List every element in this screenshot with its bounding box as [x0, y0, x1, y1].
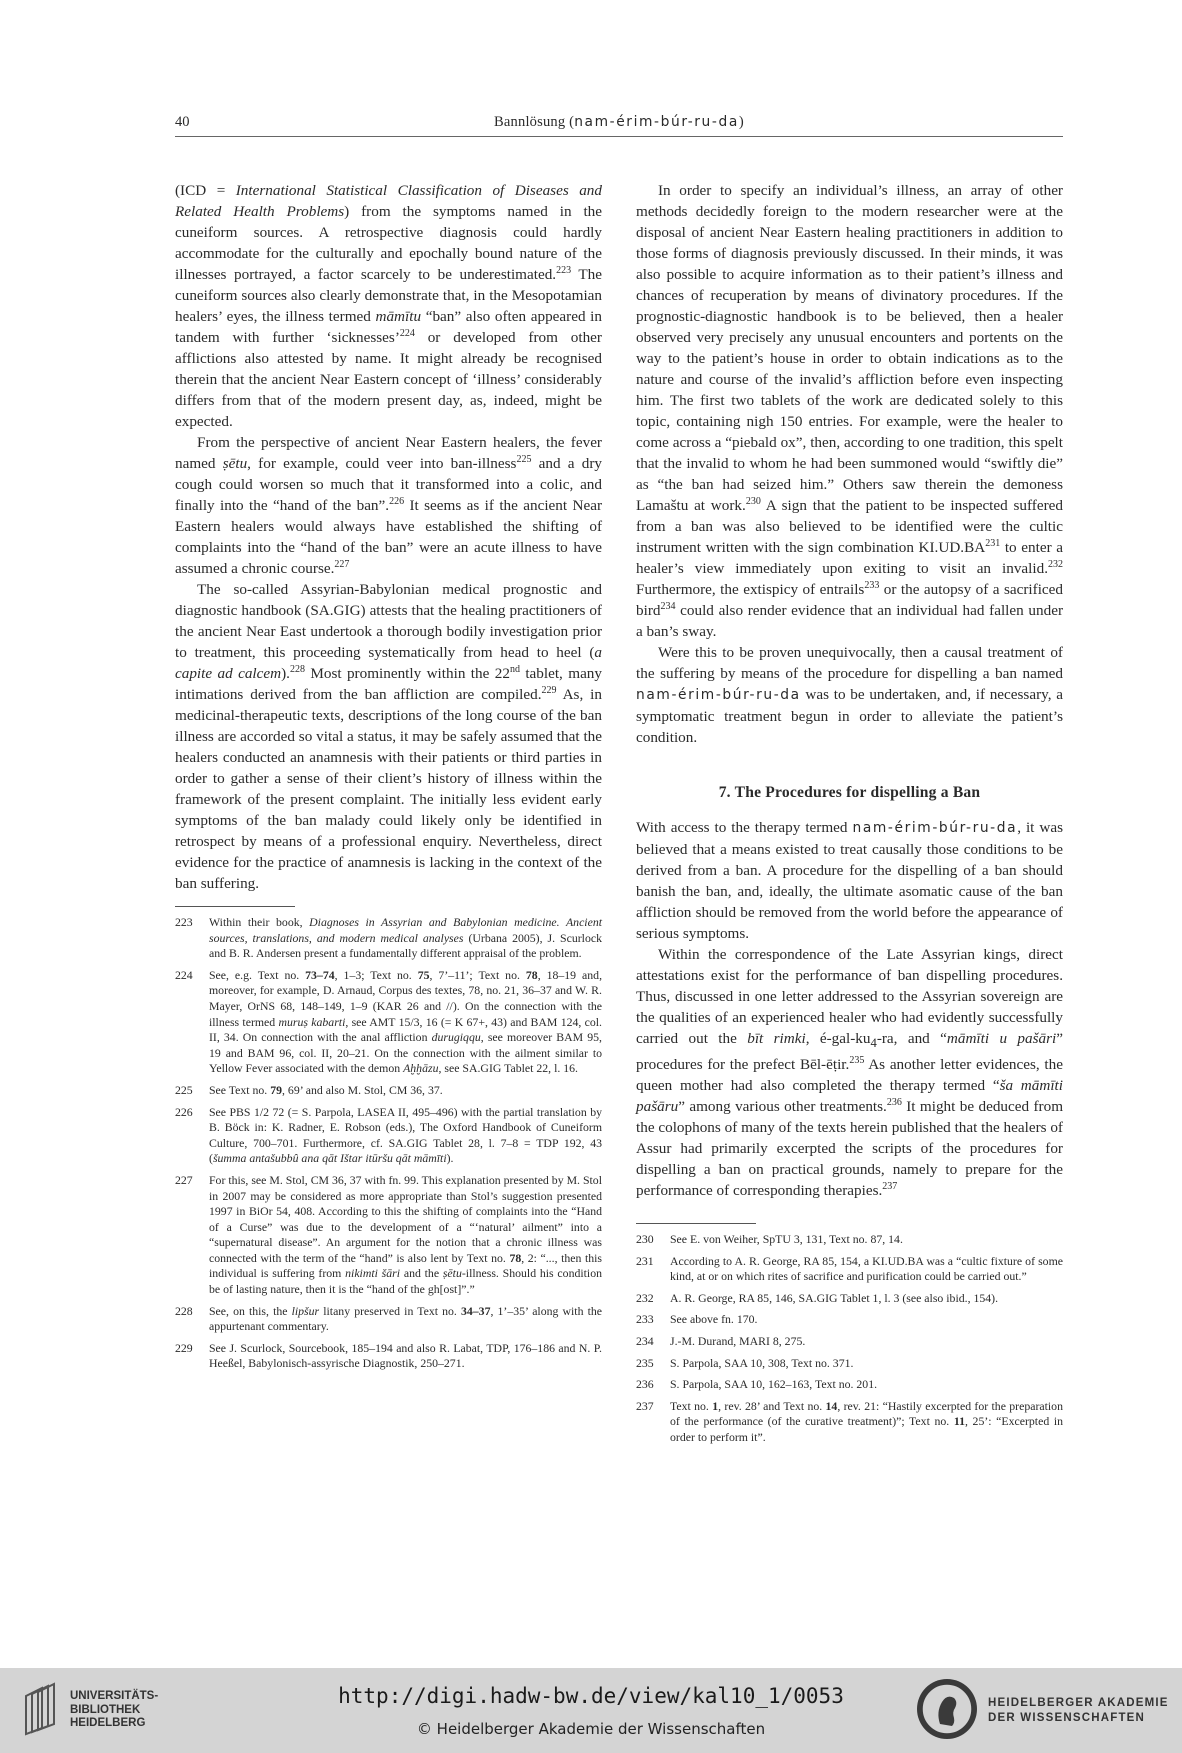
- footnote-ref[interactable]: 229: [541, 684, 557, 696]
- footnote: 225 See Text no. 79, 69’ and also M. Stol, CM 36, 37.: [175, 1082, 443, 1097]
- left-column: [175, 180, 602, 1378]
- footnote: 228 See, on this, the lipšur litany preserved in Text no. 34–37, 1’–35’ along with the appurtenant commentary.: [175, 1303, 602, 1334]
- paragraph: Were this to be proven unequivocally, then a causal treatment of the suffering by means of the procedure for dispelling a ban named nam-érim-búr-ru-da was to be undertaken, and, if necessary, a symptomatic treatment begun in order to alleviate the patient’s condition.: [636, 644, 1063, 746]
- footnote-ref[interactable]: 230: [745, 495, 761, 507]
- footnote-ref[interactable]: 236: [886, 1096, 902, 1108]
- paragraph: In order to specify an individual’s illness, an array of other methods decidedly foreign to the modern researcher were at the disposal of ancient Near Eastern healing practitioners in addition to those forms of diagnosis previously discussed. In their minds, it was also possible to acquire information as to their patient’s illness and chances of recuperation by means of divinatory procedures. If the prognostic-diagnostic handbook is to be believed, then a healer observed very precisely any unusual encounters and portents on the way to the patient’s house in order to obtain indications as to the nature and course of the invalid’s affliction before even inspecting him. The first two tablets of the work are dedicated solely to this topic, containing nigh 150 entries. For example, were the healer to come across a “piebald ox”, then, according to one tradition, this spelt that the invalid to whom he had been summoned would “swiftly die” as “the ban had seized him.” Others saw therein the demoness Lamaštu at work.$^{230}$ A sign that the patient to be inspected suffered from a ban was also believed to be identified were the cultic instrument written with the sign combination KI.UD.BA$^{231}$ to enter a healer’s view immediately upon exiting to visit an invalid.$^{232}$ Furthermore, the extispicy of entrails$^{233}$ or the autopsy of a sacrificed bird$^{234}$ could also render evidence that an individual had fallen under a ban’s sway.: [636, 182, 1063, 640]
- footnote: 227 For this, see M. Stol, CM 36, 37 with fn. 99. This explanation presented by M. Stol in 2007 may be considered as more appropriate than Stol’s suggestion presented 1997 in BiOr 54, 408. According to this the shifting of complaints into the “Hand of a Curse” was due to the development of a “‘natural’ ailment” into a “supernatural disease”. An argument for the notion that a chronic illness was connected with the term of the “hand” is also lent by Text no. 78, 2: “..., then this individual is suffering from nikimti šāri and the ṣētu-illness. Should his condition be of lasting nature, then it is the “hand of the gh[ost]”.”: [175, 1172, 602, 1297]
- running-title: Bannlösung (nam-érim-búr-ru-da): [494, 114, 744, 130]
- footnote: 232 A. R. George, RA 85, 146, SA.GIG Tablet 1, l. 3 (see also ibid., 154).: [636, 1290, 999, 1305]
- footnote-ref[interactable]: 234: [660, 600, 676, 612]
- footnote: 231 According to A. R. George, RA 85, 154, a KI.UD.BA was a “cultic fixture of some kind, at or on which rites of sacrifice and purification could be carried out.”: [636, 1253, 1063, 1284]
- footnote: 235 S. Parpola, SAA 10, 308, Text no. 371.: [636, 1355, 854, 1370]
- university-library-name[interactable]: UNIVERSITÄTS- BIBLIOTHEK HEIDELBERG: [70, 1690, 159, 1729]
- footnote: 223 Within their book, Diagnoses in Assyrian and Babylonian medicine. Ancient sources, translations, and modern medical analyses (Urbana 2005), J. Scurlock and B. R. Andersen present a fundamentally different appraisal of the problem.: [175, 915, 602, 961]
- footnote-ref[interactable]: 227: [334, 558, 350, 570]
- footnote-ref[interactable]: 228: [289, 663, 305, 675]
- footnote-ref[interactable]: 223: [556, 264, 572, 276]
- footnote: 234 J.-M. Durand, MARI 8, 275.: [636, 1334, 806, 1348]
- footnote: 233 See above fn. 170.: [636, 1312, 758, 1327]
- footnote: 236 S. Parpola, SAA 10, 162–163, Text no. 201.: [636, 1377, 878, 1392]
- page-number: 40: [175, 114, 190, 130]
- running-header: [175, 112, 1063, 137]
- paragraph: (ICD = International Statistical Classification of Diseases and Related Health Problems) from the symptoms named in the cuneiform sources. A retrospective diagnosis could hardly accommodate for the culturally and epochally bound nature of the illnesses portrayed, a factor scarcely to be underestimated.$^{223}$ The cuneiform sources also clearly demonstrate that, in the Mesopotamian healers’ eyes, the illness termed māmītu “ban” also often appeared in tandem with further ‘sicknesses’$^{224}$ or developed from other afflictions also attested by name. It might already be recognised therein that the ancient Near Eastern concept of ‘illness’ considerably differs from that of the modern present day, as, indeed, might be expected.: [175, 182, 603, 430]
- footnote-ref[interactable]: 224: [399, 327, 415, 339]
- paragraph: Within the correspondence of the Late Assyrian kings, direct attestations exist for the performance of ban dispelling procedures. Thus, discussed in one letter addressed to the Assyrian sovereign are the qualities of an experienced healer who had evidently successfully carried out the bīt rimki, $é-gal-ku_4-ra$, and “māmīti u pašāri” procedures for the prefect Bēl-ēṭir.$^{235}$ As another letter evidences, the queen mother had also completed the therapy termed “ša māmīti pašāru” among various other treatments.$^{236}$ It might be deduced from the colophons of many of the texts herein published that the healers of Assur had primarily excerpted the scripts of the procedures for dispelling a ban on practical grounds, namely to prepare for the performance of corresponding therapies.$^{237}$: [636, 946, 1064, 1200]
- paragraph: From the perspective of ancient Near Eastern healers, the fever named ṣētu, for example, could veer into ban-illness$^{225}$ and a dry cough could worsen so much that it transformed into a colic, and finally into the “hand of the ban”.$^{226}$ It seems as if the ancient Near Eastern healers would always have established the shifting of complaints into the “hand of the ban” were an acute illness to have assumed a chronic course.$^{227}$: [175, 434, 603, 577]
- footnote-ref[interactable]: 231: [985, 537, 1001, 549]
- footnote-ref[interactable]: 237: [882, 1180, 898, 1192]
- footnote-divider: [175, 906, 295, 907]
- footnote: 237 Text no. 1, rev. 28’ and Text no. 14, rev. 21: “Hastily excerpted for the preparation of the performance (of the curative treatment)”; Text no. 11, 25’: “Excerpted in order to perform it”.: [636, 1398, 1063, 1444]
- footnote: 229 See J. Scurlock, Sourcebook, 185–194 and also R. Labat, TDP, 176–186 and N. P. Heeßel, Babylonisch-assyrische Diagnostik, 250–271.: [175, 1340, 602, 1371]
- permalink-url[interactable]: http://digi.hadw-bw.de/view/kal10_1/0053: [338, 1684, 844, 1708]
- footnote-ref[interactable]: 226: [389, 495, 405, 507]
- footnote: 226 See PBS 1/2 72 (= S. Parpola, LASEA II, 495–496) with the partial translation by B. Böck in: K. Radner, E. Robson (eds.), The Oxford Handbook of Cuneiform Culture, 700–701. Furthermore, cf. SA.GIG Tablet 28, l. 7–8 = TDP 192, 43 (šumma antašubbû ana qāt Ištar itūršu qāt māmīti).: [175, 1104, 602, 1166]
- viewer-footer: [0, 1668, 1182, 1753]
- footnote: 224 See, e.g. Text no. 73–74, 1–3; Text no. 75, 7’–11’; Text no. 78, 18–19 and, moreover, for example, D. Arnaud, Corpus des textes, 78, no. 21, 36–37 and W. R. Mayer, OrNS 68, 148–149, 1–9 (KAR 26 and //). On the connection with the illness termed muruṣ kabarti, see AMT 15/3, 16 (= K 67+, 43) and BAM 124, col. II, 34. On connection with the anal affliction durugiqqu, see moreover BAM 95, 19 and BAM 96, col. II, 20–21. On the connection with the ailment similar to Yellow Fever associated with the demon Aḫḫāzu, see SA.GIG Tablet 22, l. 16.: [175, 967, 603, 1076]
- right-column: [636, 180, 1063, 1452]
- footnote-ref[interactable]: 235: [849, 1054, 865, 1066]
- footnote-ref[interactable]: 232: [1048, 558, 1063, 570]
- academy-name[interactable]: HEIDELBERGER AKADEMIE DER WISSENSCHAFTEN: [988, 1697, 1169, 1724]
- footnote-divider: [636, 1223, 756, 1224]
- footnote-ref[interactable]: 233: [864, 579, 880, 591]
- paragraph: With access to the therapy termed nam-érim-búr-ru-da, it was believed that a means existed to treat causally those conditions to be derived from a ban. A procedure for the dispelling of a ban should banish the ban, and, ideally, the ultimate asomatic cause of the ban affliction should be removed from the world before the appearance of serious symptoms.: [636, 819, 1063, 942]
- section-heading: 7. The Procedures for dispelling a Ban: [718, 784, 981, 801]
- footnote: 230 See E. von Weiher, SpTU 3, 131, Text no. 87, 14.: [636, 1232, 903, 1247]
- academy-seal-icon[interactable]: [914, 1676, 980, 1742]
- copyright-notice: © Heidelberger Akademie der Wissenschaften: [416, 1720, 766, 1738]
- footnote-ref[interactable]: 225: [516, 453, 532, 465]
- paragraph: The so-called Assyrian-Babylonian medical prognostic and diagnostic handbook (SA.GIG) attests that the healing practitioners of the ancient Near East undertook a thorough bodily investigation prior to treatment, this proceeding systematically from head to heel (a capite ad calcem).$^{228}$ Most prominently within the 22nd tablet, many intimations derived from the ban affliction are compiled.$^{229}$ As, in medicinal-therapeutic texts, descriptions of the long course of the ban illness are accorded so vital a status, it may be safely assumed that the healers conducted an anamnesis with their patients or third parties in order to gather a sense of their client’s history of illness within the framework of the present complaint. The initially less evident early symptoms of the ban malady could likely only be identified in retrospect by means of a professional enquiry. Nevertheless, direct evidence for the practice of anamnesis is lacking in the context of the ban suffering.: [175, 581, 602, 892]
